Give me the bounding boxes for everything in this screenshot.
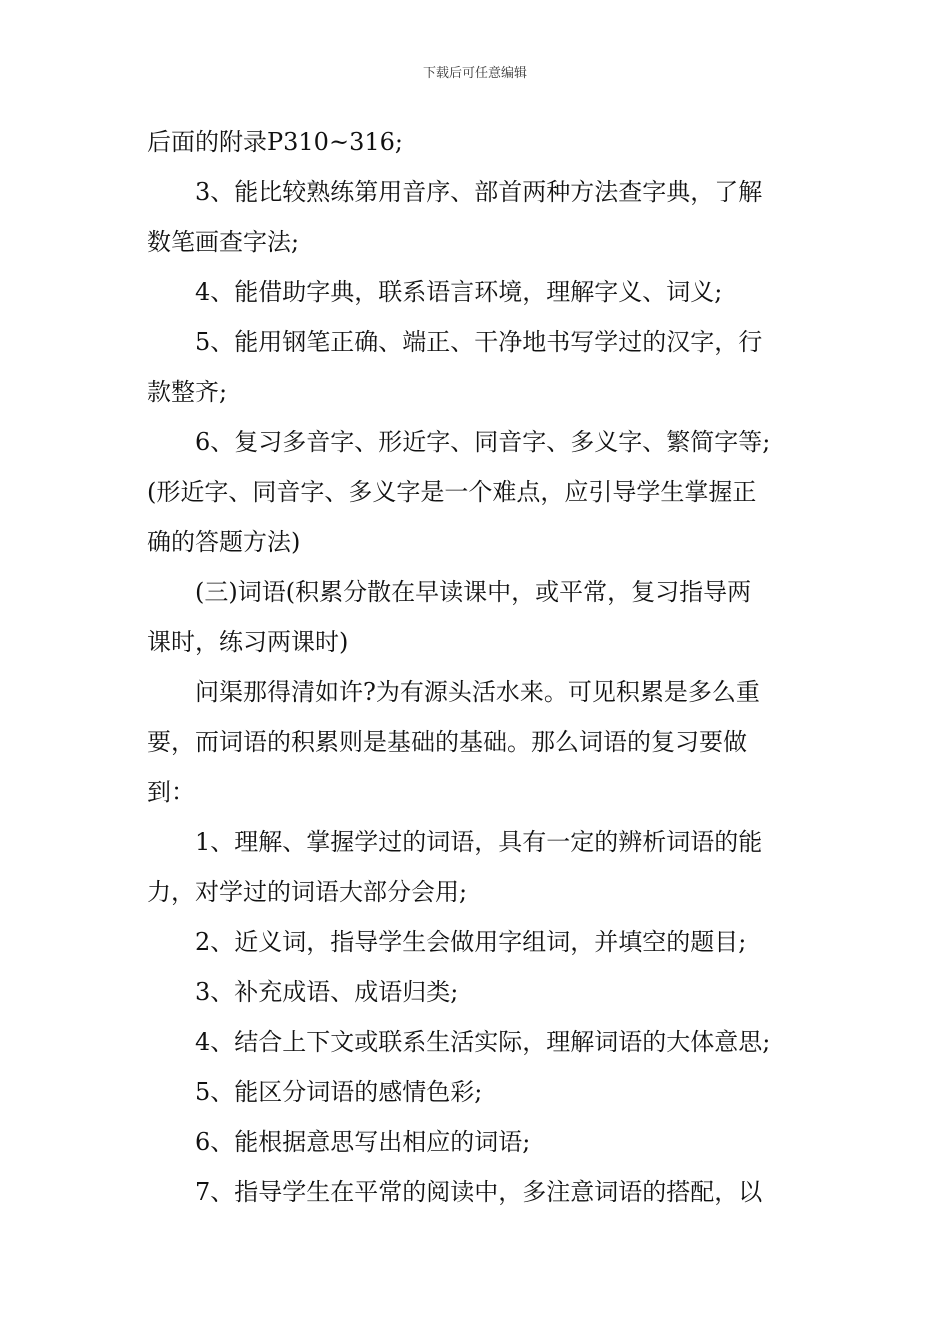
- document-body: [147, 126, 809, 1208]
- text-line: 要，而词语的积累则是基础的基础。那么词语的复习要做: [147, 728, 747, 756]
- list-item-line: 2、近义词，指导学生会做用字组词，并填空的题目;: [195, 928, 747, 956]
- text-line: 课时，练习两课时): [147, 628, 349, 656]
- list-item-line: 3、补充成语、成语归类;: [195, 978, 459, 1006]
- list-item-line: 5、能区分词语的感情色彩;: [195, 1078, 483, 1106]
- text-line: 款整齐;: [147, 378, 228, 406]
- list-item-line: 5、能用钢笔正确、端正、干净地书写学过的汉字，行: [195, 328, 763, 356]
- list-item-line: 6、复习多音字、形近字、同音字、多义字、繁简字等;: [195, 428, 771, 456]
- text-line: 到：: [147, 778, 195, 806]
- list-item-line: 4、能借助字典，联系语言环境，理解字义、词义;: [195, 278, 723, 306]
- section-heading-line: (三)词语(积累分散在早读课中，或平常，复习指导两: [195, 578, 752, 606]
- list-item-line: 6、能根据意思写出相应的词语;: [195, 1128, 531, 1156]
- list-item-line: 4、结合上下文或联系生活实际，理解词语的大体意思;: [195, 1028, 771, 1056]
- list-item-line: 3、能比较熟练第用音序、部首两种方法查字典，了解: [195, 178, 763, 206]
- text-line: 力，对学过的词语大部分会用;: [147, 878, 468, 906]
- paragraph-line: 问渠那得清如许?为有源头活水来。可见积累是多么重: [195, 678, 760, 706]
- text-line: (形近字、同音字、多义字是一个难点，应引导学生掌握正: [147, 478, 757, 506]
- text-line: 后面的附录P310~316;: [147, 128, 403, 156]
- page-header: 下载后可任意编辑: [422, 66, 527, 81]
- list-item-line: 1、理解、掌握学过的词语，具有一定的辨析词语的能: [195, 828, 763, 856]
- text-line: 数笔画查字法;: [147, 228, 300, 256]
- text-line: 确的答题方法): [147, 528, 301, 556]
- list-item-line: 7、指导学生在平常的阅读中，多注意词语的搭配，以: [195, 1178, 763, 1206]
